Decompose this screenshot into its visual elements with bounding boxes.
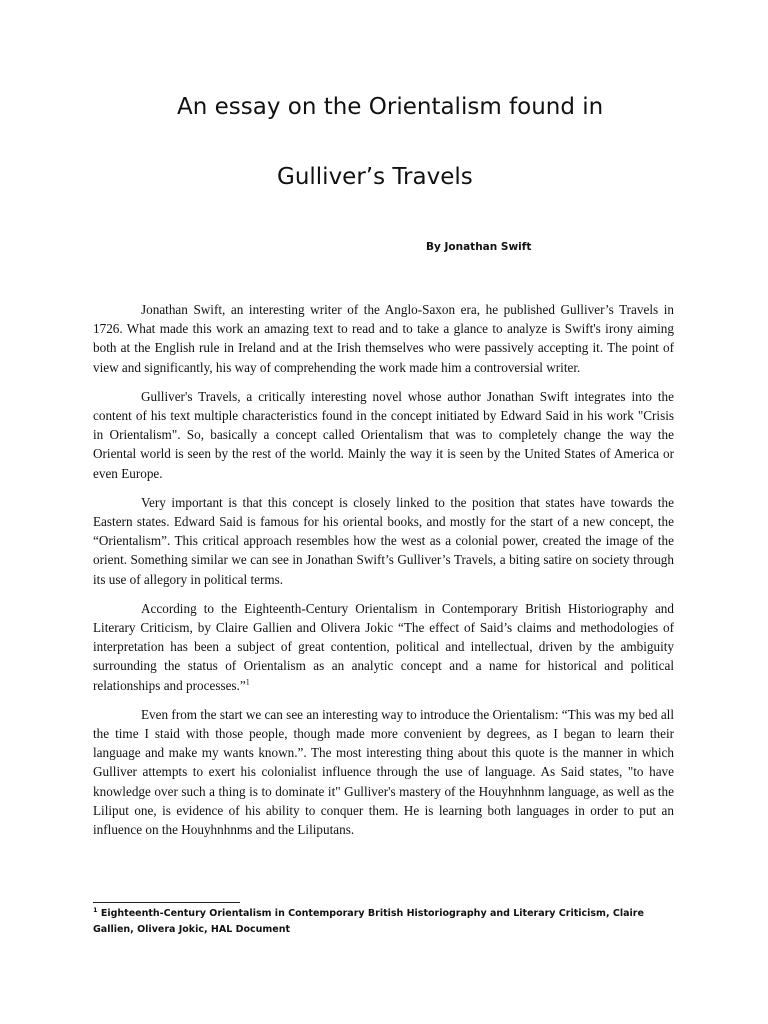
footnote-divider xyxy=(93,902,240,903)
paragraph-5 xyxy=(93,705,674,839)
paragraph-5-text: Even from the start we can see an interesting way to introduce the Orientalism: “This was my bed all the time I staid with those people, though made more convenient by degrees, as I began to learn their language and make my wants known.”. The most interesting thing about this quote is the manner in which Gulliver attempts to exert his colonialist influence through the use of language. As Said states, "to have knowledge over such a thing is to dominate it" Gulliver's mastery of the Houyhnhnm language, as well as the Liliput one, is evidence of his ability to conquer them. He is learning both languages in order to put an influence on the Houyhnhnms and the Liliputans. xyxy=(93,706,674,838)
paragraph-1-text: Jonathan Swift, an interesting writer of the Anglo-Saxon era, he published Gulliver’s Travels in 1726. What made this work an amazing text to read and to take a glance to analyze is Swift's irony aiming both at the English rule in Ireland and at the Irish themselves who were passively accepting it. The point of view and significantly, his way of comprehending the work made him a controversial writer. xyxy=(93,302,674,375)
footnote xyxy=(93,906,674,937)
footnote-marker: 1 xyxy=(93,905,98,914)
paragraph-3 xyxy=(93,493,674,589)
essay-body xyxy=(93,300,674,849)
paragraph-1 xyxy=(93,300,674,377)
paragraph-2-text: Gulliver's Travels, a critically interesting novel whose author Jonathan Swift integrates into the content of his text multiple characteristics found in the concept initiated by Edward Said in his work "Crisis in Orientalism". So, basically a concept called Orientalism that was to completely change the way the Oriental world is seen by the rest of the world. Mainly the way it is seen by the United States of America or even Europe. xyxy=(93,388,674,481)
paragraph-2 xyxy=(93,387,674,483)
paragraph-3-text: Very important is that this concept is closely linked to the position that states have towards the Eastern states. Edward Said is famous for his oriental books, and mostly for the start of a new concept, the “Orientalism”. This critical approach resembles how the west as a colonial power, created the image of the orient. Something similar we can see in Jonathan Swift’s Gulliver’s Travels, a biting satire on society through its use of allegory in political terms. xyxy=(93,494,674,587)
paragraph-4-text: According to the Eighteenth-Century Orientalism in Contemporary British Historiography and Literary Criticism, by Claire Gallien and Olivera Jokic “The effect of Said’s claims and methodologies of interpretation has been a subject of great contention, political and intellectual, driven by the ambiguity surrounding the status of Orientalism as an analytic concept and a name for historical and political relationships and processes.” xyxy=(93,600,674,693)
footnote-text: Eighteenth-Century Orientalism in Contemporary British Historiography and Literary Criticism, Claire Gallien, Olivera Jokic, HAL Document xyxy=(93,908,644,935)
paragraph-4 xyxy=(93,599,674,695)
author-byline: By Jonathan Swift xyxy=(426,241,532,253)
essay-title-line-1: An essay on the Orientalism found in xyxy=(177,94,604,120)
essay-title-line-2: Gulliver’s Travels xyxy=(277,164,473,190)
footnote-reference[interactable]: 1 xyxy=(245,677,250,687)
